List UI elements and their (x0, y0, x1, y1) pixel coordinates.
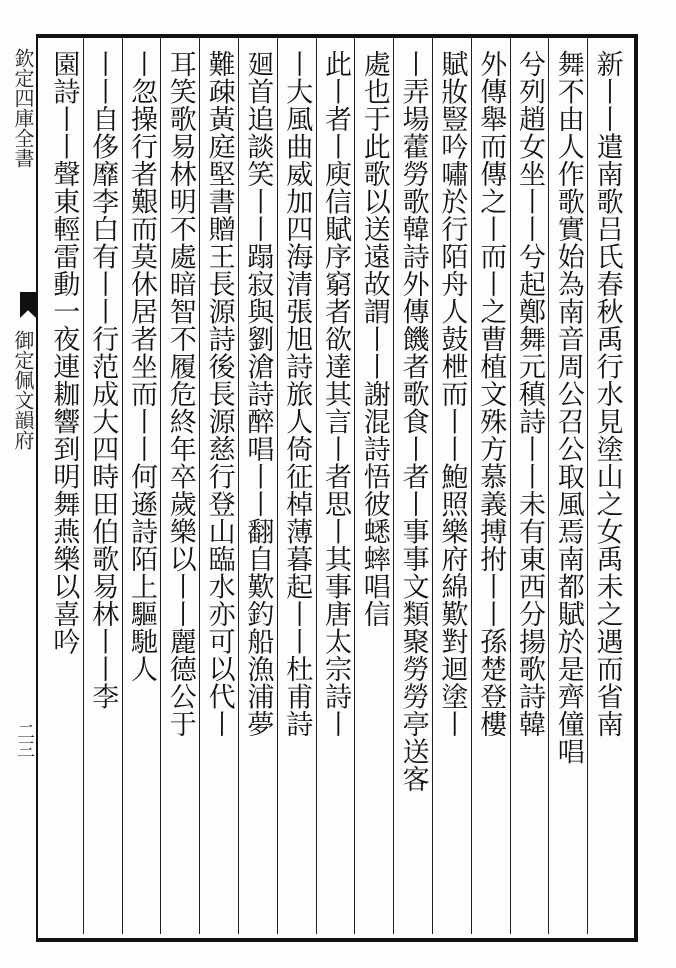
text-column: 園詩丨丨聲東輕雷動一夜連耞響到明舞燕樂以喜吟 (48, 50, 80, 655)
column-rule (316, 38, 317, 934)
column-rule (393, 38, 394, 934)
text-column: 難疎黃庭堅書贈王長源詩後長源慈行登山臨水亦可以代丨 (203, 50, 235, 738)
text-column: 兮列趙女坐丨丨兮起鄭舞元稹詩丨丨未有東西分揚歌詩韓 (514, 50, 545, 738)
gutter-rule (36, 34, 38, 938)
text-column: 處也于此歌以送遠故謂丨丨謝混詩悟彼蟋蟀唱信 (358, 50, 390, 628)
margin-edition (10, 330, 36, 530)
column-rule (122, 38, 123, 934)
text-column: 丨忽操行者艱而莫休居者坐而丨丨何遜詩陌上驅馳人 (126, 50, 157, 683)
column-rule (354, 38, 355, 934)
text-column: 舞不由人作歌實始為南音周公召公取風焉南都賦於是齊僮唱 (552, 50, 584, 765)
column-rule (277, 38, 278, 934)
edition-text: 御定佩文韻府 (11, 330, 35, 450)
column-rule (548, 38, 549, 934)
text-column: 丨弄場藿勞歌韓詩外傳饑者歌食丨者丨事事文類聚勞勞亭送客 (397, 50, 429, 793)
column-rule (160, 38, 161, 934)
text-column: 丨丨自侈靡李白有丨丨行范成大四時田伯歌易林丨丨李 (87, 50, 119, 710)
column-rule (510, 38, 511, 934)
column-rule (471, 38, 472, 934)
column-rule (83, 38, 84, 934)
column-rule (238, 38, 239, 934)
column-rule (432, 38, 433, 934)
text-column: 賦妝豎吟嘯於行陌舟人鼓枻而丨丨鮑照樂府綿歎對迴塗丨 (436, 50, 468, 738)
page-number: 二三 (14, 722, 35, 758)
text-column: 丨大風曲威加四海清張旭詩旅人倚征棹薄暮起丨丨杜甫詩 (281, 50, 313, 738)
text-column: 外傳舉而傳之丨而丨之曹植文殊方慕義搏拊丨丨孫楚登樓 (475, 50, 507, 738)
text-column: 新丨丨遣南歌吕氏春秋禹行水見塗山之女禹未之遇而省南 (591, 50, 623, 738)
text-column: 廻首追談笑丨丨蹋寂與劉滄詩醉唱丨丨翻自歎釣船漁浦夢 (242, 50, 274, 738)
column-rule (587, 38, 588, 934)
text-column: 耳笑歌易林明不處暗智不履危終年卒歲樂以丨丨麗德公于 (164, 50, 196, 738)
book-title-text: 欽定四庫全書 (11, 48, 35, 168)
text-column: 此丨者丨庾信賦序窮者欲達其言丨者思丨其事唐太宗詩丨 (320, 50, 351, 738)
column-rule (199, 38, 200, 934)
